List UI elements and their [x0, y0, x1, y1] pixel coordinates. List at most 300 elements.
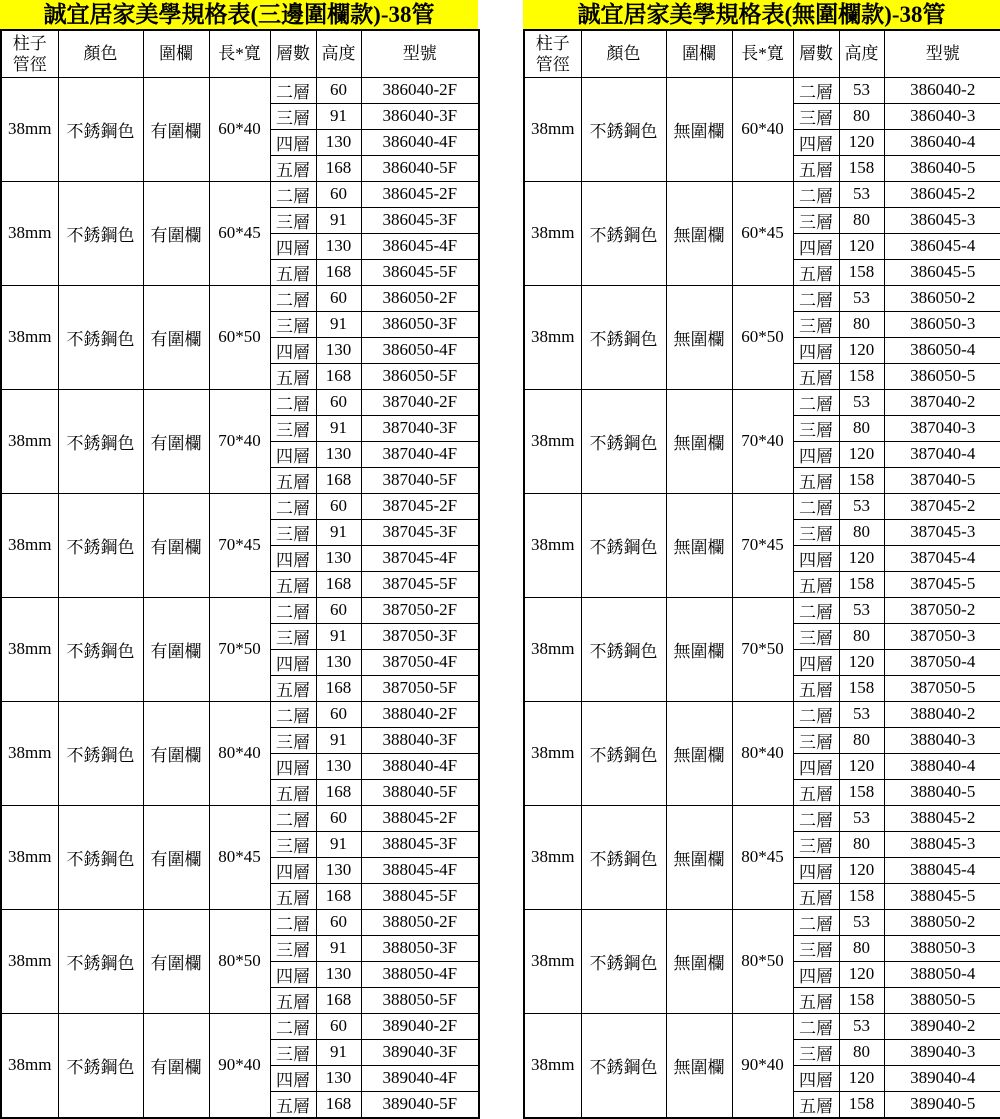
- header-pipe-diameter-line1: 柱子: [535, 33, 570, 53]
- height-cell: 53: [839, 597, 884, 623]
- layers-cell: 二層: [270, 389, 316, 415]
- model-cell: 387045-4F: [361, 545, 479, 571]
- model-cell: 388050-4: [884, 961, 1000, 987]
- height-cell: 80: [839, 623, 884, 649]
- height-cell: 60: [316, 909, 361, 935]
- model-cell: 387040-2F: [361, 389, 479, 415]
- color-cell: 不銹鋼色: [58, 285, 143, 389]
- layers-cell: 五層: [270, 571, 316, 597]
- layers-cell: 二層: [270, 701, 316, 727]
- fence-cell: 無圍欄: [666, 181, 732, 285]
- model-cell: 388045-5F: [361, 883, 479, 909]
- layers-cell: 五層: [793, 363, 839, 389]
- height-cell: 168: [316, 987, 361, 1013]
- height-cell: 53: [839, 77, 884, 103]
- header-color: 顏色: [581, 30, 666, 77]
- model-cell: 386045-4: [884, 233, 1000, 259]
- height-cell: 60: [316, 597, 361, 623]
- layers-cell: 三層: [793, 935, 839, 961]
- height-cell: 53: [839, 285, 884, 311]
- layers-cell: 三層: [270, 831, 316, 857]
- layers-cell: 二層: [793, 1013, 839, 1039]
- model-cell: 387050-4F: [361, 649, 479, 675]
- model-cell: 389040-4: [884, 1065, 1000, 1091]
- height-cell: 91: [316, 207, 361, 233]
- fence-cell: 無圍欄: [666, 701, 732, 805]
- size-cell: 70*45: [732, 493, 793, 597]
- height-cell: 158: [839, 779, 884, 805]
- layers-cell: 二層: [270, 181, 316, 207]
- color-cell: 不銹鋼色: [581, 805, 666, 909]
- height-cell: 91: [316, 935, 361, 961]
- diameter-cell: 38mm: [1, 701, 58, 805]
- diameter-cell: 38mm: [1, 493, 58, 597]
- fence-cell: 無圍欄: [666, 493, 732, 597]
- header-layers: 層數: [270, 30, 316, 77]
- model-cell: 389040-4F: [361, 1065, 479, 1091]
- fence-cell: 無圍欄: [666, 909, 732, 1013]
- layers-cell: 四層: [793, 441, 839, 467]
- color-cell: 不銹鋼色: [58, 389, 143, 493]
- height-cell: 80: [839, 519, 884, 545]
- model-cell: 388050-4F: [361, 961, 479, 987]
- model-cell: 389040-5F: [361, 1091, 479, 1118]
- header-fence: 圍欄: [666, 30, 732, 77]
- table-row: [1, 701, 479, 727]
- diameter-cell: 38mm: [1, 597, 58, 701]
- fence-cell: 有圍欄: [143, 597, 209, 701]
- size-cell: 60*40: [209, 77, 270, 181]
- fence-cell: 有圍欄: [143, 909, 209, 1013]
- layers-cell: 四層: [270, 649, 316, 675]
- model-cell: 386040-3F: [361, 103, 479, 129]
- fence-cell: 無圍欄: [666, 285, 732, 389]
- header-pipe-diameter: [1, 30, 58, 77]
- spec-table: [523, 29, 1000, 1119]
- table-row: [524, 805, 1000, 831]
- layers-cell: 二層: [270, 909, 316, 935]
- layers-cell: 三層: [793, 207, 839, 233]
- table-row: [524, 77, 1000, 103]
- height-cell: 60: [316, 285, 361, 311]
- model-cell: 389040-5: [884, 1091, 1000, 1118]
- height-cell: 120: [839, 129, 884, 155]
- header-pipe-diameter-line2: 管徑: [12, 54, 47, 74]
- size-cell: 60*45: [209, 181, 270, 285]
- fence-cell: 無圍欄: [666, 1013, 732, 1118]
- model-cell: 389040-2F: [361, 1013, 479, 1039]
- layers-cell: 二層: [270, 597, 316, 623]
- height-cell: 158: [839, 675, 884, 701]
- spec-table-unfenced: [523, 0, 1000, 1119]
- model-cell: 387050-5F: [361, 675, 479, 701]
- model-cell: 387045-3F: [361, 519, 479, 545]
- height-cell: 120: [839, 441, 884, 467]
- table-row: [524, 909, 1000, 935]
- layers-cell: 三層: [793, 831, 839, 857]
- height-cell: 130: [316, 129, 361, 155]
- fence-cell: 有圍欄: [143, 389, 209, 493]
- height-cell: 130: [316, 337, 361, 363]
- layers-cell: 三層: [793, 415, 839, 441]
- model-cell: 388040-4F: [361, 753, 479, 779]
- height-cell: 130: [316, 233, 361, 259]
- size-cell: 60*45: [732, 181, 793, 285]
- size-cell: 70*40: [209, 389, 270, 493]
- diameter-cell: 38mm: [524, 285, 581, 389]
- diameter-cell: 38mm: [1, 389, 58, 493]
- table-row: [1, 909, 479, 935]
- fence-cell: 無圍欄: [666, 597, 732, 701]
- height-cell: 168: [316, 363, 361, 389]
- diameter-cell: 38mm: [524, 909, 581, 1013]
- color-cell: 不銹鋼色: [58, 597, 143, 701]
- height-cell: 80: [839, 935, 884, 961]
- color-cell: 不銹鋼色: [581, 389, 666, 493]
- height-cell: 120: [839, 753, 884, 779]
- height-cell: 53: [839, 805, 884, 831]
- table-row: [524, 389, 1000, 415]
- layers-cell: 三層: [270, 519, 316, 545]
- height-cell: 158: [839, 155, 884, 181]
- height-cell: 80: [839, 415, 884, 441]
- color-cell: 不銹鋼色: [58, 805, 143, 909]
- height-cell: 60: [316, 493, 361, 519]
- diameter-cell: 38mm: [524, 597, 581, 701]
- layers-cell: 四層: [793, 545, 839, 571]
- layers-cell: 四層: [270, 545, 316, 571]
- table-body: [524, 77, 1000, 1118]
- model-cell: 388050-5: [884, 987, 1000, 1013]
- model-cell: 388045-2F: [361, 805, 479, 831]
- layers-cell: 三層: [270, 311, 316, 337]
- fence-cell: 無圍欄: [666, 77, 732, 181]
- model-cell: 387045-2F: [361, 493, 479, 519]
- table-row: [524, 181, 1000, 207]
- fence-cell: 有圍欄: [143, 805, 209, 909]
- diameter-cell: 38mm: [524, 77, 581, 181]
- layers-cell: 二層: [793, 597, 839, 623]
- size-cell: 80*40: [209, 701, 270, 805]
- diameter-cell: 38mm: [524, 493, 581, 597]
- size-cell: 60*50: [209, 285, 270, 389]
- height-cell: 120: [839, 649, 884, 675]
- model-cell: 387045-2: [884, 493, 1000, 519]
- header-pipe-diameter-line1: 柱子: [12, 33, 47, 53]
- layers-cell: 三層: [270, 415, 316, 441]
- fence-cell: 有圍欄: [143, 1013, 209, 1118]
- model-cell: 387050-2: [884, 597, 1000, 623]
- diameter-cell: 38mm: [524, 701, 581, 805]
- layers-cell: 五層: [270, 779, 316, 805]
- model-cell: 386040-5F: [361, 155, 479, 181]
- height-cell: 60: [316, 77, 361, 103]
- height-cell: 53: [839, 493, 884, 519]
- model-cell: 386045-3: [884, 207, 1000, 233]
- height-cell: 130: [316, 545, 361, 571]
- model-cell: 387040-3F: [361, 415, 479, 441]
- model-cell: 387050-4: [884, 649, 1000, 675]
- header-model: 型號: [361, 30, 479, 77]
- layers-cell: 四層: [793, 233, 839, 259]
- model-cell: 387050-5: [884, 675, 1000, 701]
- layers-cell: 五層: [270, 883, 316, 909]
- height-cell: 120: [839, 961, 884, 987]
- color-cell: 不銹鋼色: [58, 181, 143, 285]
- size-cell: 90*40: [732, 1013, 793, 1118]
- height-cell: 60: [316, 1013, 361, 1039]
- model-cell: 388045-3: [884, 831, 1000, 857]
- layers-cell: 三層: [270, 623, 316, 649]
- model-cell: 386045-5F: [361, 259, 479, 285]
- size-cell: 70*40: [732, 389, 793, 493]
- layers-cell: 五層: [270, 363, 316, 389]
- header-pipe-diameter: [524, 30, 581, 77]
- model-cell: 389040-2: [884, 1013, 1000, 1039]
- layers-cell: 四層: [270, 233, 316, 259]
- color-cell: 不銹鋼色: [581, 597, 666, 701]
- height-cell: 168: [316, 675, 361, 701]
- size-cell: 70*45: [209, 493, 270, 597]
- height-cell: 53: [839, 701, 884, 727]
- diameter-cell: 38mm: [1, 285, 58, 389]
- color-cell: 不銹鋼色: [58, 77, 143, 181]
- height-cell: 80: [839, 1039, 884, 1065]
- height-cell: 168: [316, 883, 361, 909]
- spec-table: [0, 29, 480, 1119]
- color-cell: 不銹鋼色: [581, 77, 666, 181]
- layers-cell: 三層: [270, 935, 316, 961]
- diameter-cell: 38mm: [524, 389, 581, 493]
- height-cell: 91: [316, 831, 361, 857]
- height-cell: 158: [839, 467, 884, 493]
- table-row: [524, 285, 1000, 311]
- model-cell: 388040-4: [884, 753, 1000, 779]
- color-cell: 不銹鋼色: [58, 701, 143, 805]
- height-cell: 130: [316, 1065, 361, 1091]
- height-cell: 120: [839, 337, 884, 363]
- model-cell: 386040-2: [884, 77, 1000, 103]
- table-row: [524, 597, 1000, 623]
- model-cell: 387040-4: [884, 441, 1000, 467]
- model-cell: 386040-4F: [361, 129, 479, 155]
- color-cell: 不銹鋼色: [58, 909, 143, 1013]
- model-cell: 386050-4F: [361, 337, 479, 363]
- layers-cell: 四層: [793, 649, 839, 675]
- header-pipe-diameter-line2: 管徑: [535, 54, 570, 74]
- layers-cell: 四層: [270, 753, 316, 779]
- height-cell: 158: [839, 987, 884, 1013]
- model-cell: 388040-2F: [361, 701, 479, 727]
- model-cell: 386045-2: [884, 181, 1000, 207]
- model-cell: 387050-3: [884, 623, 1000, 649]
- diameter-cell: 38mm: [1, 805, 58, 909]
- layers-cell: 二層: [793, 805, 839, 831]
- height-cell: 130: [316, 961, 361, 987]
- height-cell: 120: [839, 1065, 884, 1091]
- fence-cell: 無圍欄: [666, 805, 732, 909]
- size-cell: 90*40: [209, 1013, 270, 1118]
- height-cell: 53: [839, 389, 884, 415]
- model-cell: 387040-3: [884, 415, 1000, 441]
- model-cell: 387050-3F: [361, 623, 479, 649]
- layers-cell: 五層: [270, 987, 316, 1013]
- height-cell: 91: [316, 415, 361, 441]
- height-cell: 80: [839, 727, 884, 753]
- model-cell: 388045-4: [884, 857, 1000, 883]
- layers-cell: 五層: [793, 467, 839, 493]
- height-cell: 120: [839, 545, 884, 571]
- height-cell: 120: [839, 233, 884, 259]
- table-row: [1, 285, 479, 311]
- model-cell: 387040-2: [884, 389, 1000, 415]
- layers-cell: 四層: [793, 961, 839, 987]
- model-cell: 386050-3: [884, 311, 1000, 337]
- table-body: [1, 77, 479, 1118]
- header-model: 型號: [884, 30, 1000, 77]
- fence-cell: 有圍欄: [143, 181, 209, 285]
- layers-cell: 三層: [270, 207, 316, 233]
- layers-cell: 四層: [793, 1065, 839, 1091]
- layers-cell: 四層: [793, 337, 839, 363]
- header-row: [524, 30, 1000, 77]
- fence-cell: 有圍欄: [143, 701, 209, 805]
- table-row: [1, 597, 479, 623]
- color-cell: 不銹鋼色: [581, 909, 666, 1013]
- header-height: 高度: [839, 30, 884, 77]
- height-cell: 80: [839, 831, 884, 857]
- model-cell: 387045-5: [884, 571, 1000, 597]
- layers-cell: 五層: [793, 987, 839, 1013]
- layers-cell: 五層: [793, 571, 839, 597]
- layers-cell: 二層: [793, 389, 839, 415]
- layers-cell: 四層: [270, 961, 316, 987]
- model-cell: 386040-2F: [361, 77, 479, 103]
- model-cell: 386050-2F: [361, 285, 479, 311]
- diameter-cell: 38mm: [1, 77, 58, 181]
- model-cell: 388050-3: [884, 935, 1000, 961]
- layers-cell: 三層: [793, 1039, 839, 1065]
- model-cell: 388045-5: [884, 883, 1000, 909]
- model-cell: 388040-5: [884, 779, 1000, 805]
- color-cell: 不銹鋼色: [581, 701, 666, 805]
- height-cell: 158: [839, 1091, 884, 1118]
- model-cell: 386045-3F: [361, 207, 479, 233]
- color-cell: 不銹鋼色: [58, 493, 143, 597]
- header-layers: 層數: [793, 30, 839, 77]
- layers-cell: 四層: [793, 753, 839, 779]
- layers-cell: 五層: [793, 1091, 839, 1118]
- model-cell: 388050-2: [884, 909, 1000, 935]
- layers-cell: 五層: [793, 779, 839, 805]
- spec-table-fenced: [0, 0, 478, 1119]
- table-row: [524, 701, 1000, 727]
- model-cell: 387045-4: [884, 545, 1000, 571]
- height-cell: 168: [316, 259, 361, 285]
- table-row: [1, 493, 479, 519]
- size-cell: 80*45: [732, 805, 793, 909]
- layers-cell: 四層: [270, 857, 316, 883]
- height-cell: 60: [316, 701, 361, 727]
- height-cell: 91: [316, 727, 361, 753]
- model-cell: 388040-5F: [361, 779, 479, 805]
- model-cell: 387040-5F: [361, 467, 479, 493]
- height-cell: 130: [316, 649, 361, 675]
- model-cell: 386050-2: [884, 285, 1000, 311]
- model-cell: 387040-4F: [361, 441, 479, 467]
- model-cell: 386045-4F: [361, 233, 479, 259]
- layers-cell: 三層: [270, 727, 316, 753]
- model-cell: 388050-5F: [361, 987, 479, 1013]
- layers-cell: 二層: [270, 77, 316, 103]
- header-color: 顏色: [58, 30, 143, 77]
- fence-cell: 有圍欄: [143, 285, 209, 389]
- header-height: 高度: [316, 30, 361, 77]
- layers-cell: 五層: [793, 675, 839, 701]
- model-cell: 388050-2F: [361, 909, 479, 935]
- height-cell: 91: [316, 519, 361, 545]
- height-cell: 168: [316, 571, 361, 597]
- height-cell: 60: [316, 389, 361, 415]
- model-cell: 389040-3F: [361, 1039, 479, 1065]
- fence-cell: 無圍欄: [666, 389, 732, 493]
- layers-cell: 二層: [793, 181, 839, 207]
- height-cell: 53: [839, 1013, 884, 1039]
- height-cell: 158: [839, 259, 884, 285]
- table-row: [1, 389, 479, 415]
- layers-cell: 二層: [793, 285, 839, 311]
- layers-cell: 二層: [270, 285, 316, 311]
- layers-cell: 二層: [793, 701, 839, 727]
- layers-cell: 五層: [793, 883, 839, 909]
- height-cell: 80: [839, 311, 884, 337]
- size-cell: 60*50: [732, 285, 793, 389]
- layers-cell: 三層: [793, 623, 839, 649]
- height-cell: 53: [839, 181, 884, 207]
- height-cell: 168: [316, 779, 361, 805]
- height-cell: 158: [839, 883, 884, 909]
- height-cell: 168: [316, 467, 361, 493]
- layers-cell: 四層: [793, 857, 839, 883]
- model-cell: 386050-3F: [361, 311, 479, 337]
- table-row: [1, 805, 479, 831]
- height-cell: 91: [316, 1039, 361, 1065]
- table-row: [1, 1013, 479, 1039]
- model-cell: 388040-2: [884, 701, 1000, 727]
- model-cell: 388040-3F: [361, 727, 479, 753]
- size-cell: 70*50: [732, 597, 793, 701]
- layers-cell: 二層: [793, 493, 839, 519]
- color-cell: 不銹鋼色: [581, 493, 666, 597]
- height-cell: 168: [316, 1091, 361, 1118]
- height-cell: 91: [316, 103, 361, 129]
- layers-cell: 五層: [270, 1091, 316, 1118]
- model-cell: 386040-5: [884, 155, 1000, 181]
- model-cell: 387050-2F: [361, 597, 479, 623]
- diameter-cell: 38mm: [524, 181, 581, 285]
- model-cell: 388050-3F: [361, 935, 479, 961]
- height-cell: 158: [839, 363, 884, 389]
- model-cell: 389040-3: [884, 1039, 1000, 1065]
- height-cell: 91: [316, 311, 361, 337]
- height-cell: 120: [839, 857, 884, 883]
- layers-cell: 五層: [270, 155, 316, 181]
- size-cell: 60*40: [732, 77, 793, 181]
- color-cell: 不銹鋼色: [581, 1013, 666, 1118]
- layers-cell: 三層: [270, 1039, 316, 1065]
- model-cell: 388045-4F: [361, 857, 479, 883]
- model-cell: 386050-5: [884, 363, 1000, 389]
